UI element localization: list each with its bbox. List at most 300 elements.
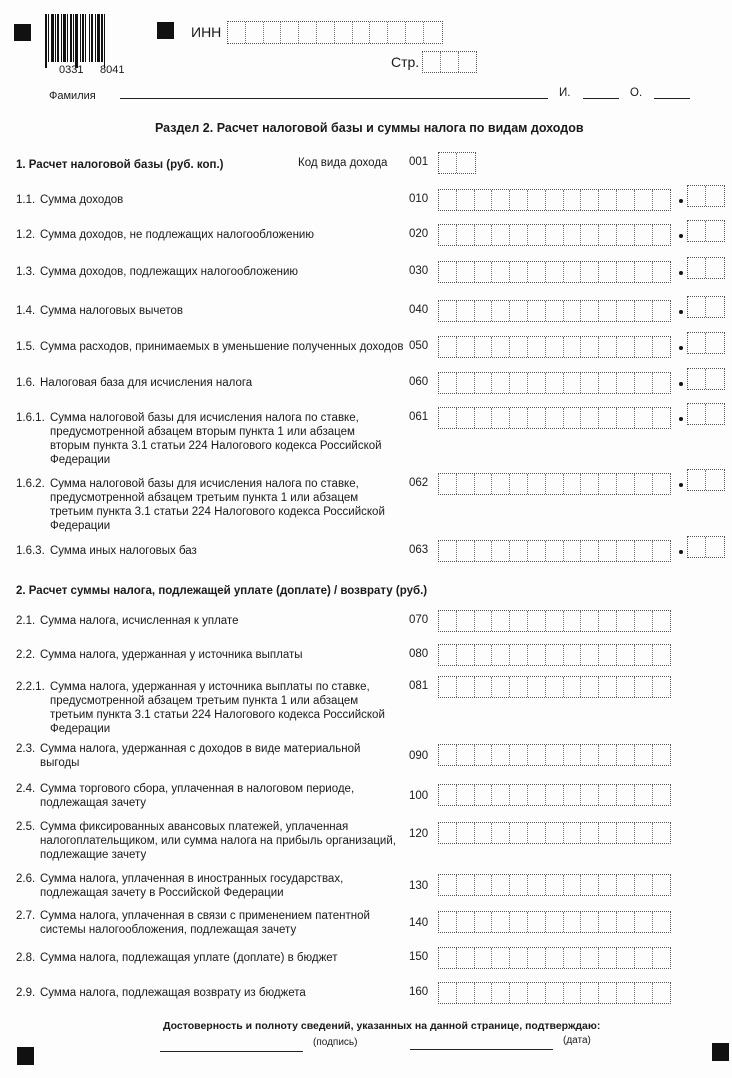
digit-cell[interactable]	[653, 262, 671, 282]
digit-cell[interactable]	[599, 190, 617, 210]
digit-cell[interactable]	[581, 875, 599, 895]
amount-field-140[interactable]	[438, 911, 671, 933]
digit-cell[interactable]	[492, 225, 510, 245]
digit-cell[interactable]	[653, 645, 671, 665]
digit-cell[interactable]	[706, 537, 724, 557]
kopecks-field-061[interactable]	[687, 403, 725, 425]
digit-cell[interactable]	[424, 22, 442, 43]
digit-cell[interactable]	[457, 337, 475, 357]
digit-cell[interactable]	[492, 912, 510, 932]
digit-cell[interactable]	[599, 677, 617, 697]
amount-field-062[interactable]	[438, 473, 671, 495]
digit-cell[interactable]	[528, 373, 546, 393]
initial-i-input-line[interactable]	[583, 98, 619, 99]
digit-cell[interactable]	[439, 823, 457, 843]
digit-cell[interactable]	[546, 645, 564, 665]
digit-cell[interactable]	[706, 369, 724, 389]
digit-cell[interactable]	[439, 645, 457, 665]
digit-cell[interactable]	[653, 912, 671, 932]
digit-cell[interactable]	[688, 333, 706, 353]
digit-cell[interactable]	[706, 221, 724, 241]
digit-cell[interactable]	[617, 983, 635, 1003]
digit-cell[interactable]	[617, 745, 635, 765]
digit-cell[interactable]	[617, 408, 635, 428]
digit-cell[interactable]	[546, 912, 564, 932]
digit-cell[interactable]	[457, 645, 475, 665]
digit-cell[interactable]	[475, 225, 493, 245]
digit-cell[interactable]	[617, 262, 635, 282]
digit-cell[interactable]	[528, 225, 546, 245]
digit-cell[interactable]	[617, 225, 635, 245]
digit-cell[interactable]	[653, 373, 671, 393]
digit-cell[interactable]	[617, 190, 635, 210]
digit-cell[interactable]	[617, 823, 635, 843]
amount-field-150[interactable]	[438, 947, 671, 969]
digit-cell[interactable]	[510, 337, 528, 357]
digit-cell[interactable]	[581, 611, 599, 631]
digit-cell[interactable]	[510, 745, 528, 765]
digit-cell[interactable]	[335, 22, 353, 43]
digit-cell[interactable]	[475, 611, 493, 631]
digit-cell[interactable]	[617, 948, 635, 968]
digit-cell[interactable]	[706, 404, 724, 424]
digit-cell[interactable]	[439, 677, 457, 697]
digit-cell[interactable]	[492, 645, 510, 665]
digit-cell[interactable]	[406, 22, 424, 43]
digit-cell[interactable]	[581, 262, 599, 282]
digit-cell[interactable]	[599, 337, 617, 357]
digit-cell[interactable]	[599, 611, 617, 631]
digit-cell[interactable]	[599, 225, 617, 245]
digit-cell[interactable]	[635, 225, 653, 245]
digit-cell[interactable]	[492, 745, 510, 765]
digit-cell[interactable]	[510, 408, 528, 428]
digit-cell[interactable]	[546, 190, 564, 210]
digit-cell[interactable]	[617, 541, 635, 561]
digit-cell[interactable]	[599, 745, 617, 765]
digit-cell[interactable]	[581, 190, 599, 210]
digit-cell[interactable]	[439, 983, 457, 1003]
digit-cell[interactable]	[457, 373, 475, 393]
digit-cell[interactable]	[688, 186, 706, 206]
digit-cell[interactable]	[581, 408, 599, 428]
digit-cell[interactable]	[546, 785, 564, 805]
digit-cell[interactable]	[706, 470, 724, 490]
digit-cell[interactable]	[546, 262, 564, 282]
digit-cell[interactable]	[653, 611, 671, 631]
digit-cell[interactable]	[635, 408, 653, 428]
amount-field-030[interactable]	[438, 261, 671, 283]
digit-cell[interactable]	[457, 153, 475, 173]
digit-cell[interactable]	[635, 745, 653, 765]
digit-cell[interactable]	[439, 408, 457, 428]
digit-cell[interactable]	[564, 611, 582, 631]
digit-cell[interactable]	[581, 677, 599, 697]
digit-cell[interactable]	[475, 983, 493, 1003]
digit-cell[interactable]	[528, 677, 546, 697]
digit-cell[interactable]	[688, 258, 706, 278]
digit-cell[interactable]	[510, 225, 528, 245]
digit-cell[interactable]	[475, 190, 493, 210]
digit-cell[interactable]	[528, 301, 546, 321]
digit-cell[interactable]	[492, 373, 510, 393]
digit-cell[interactable]	[546, 408, 564, 428]
digit-cell[interactable]	[599, 823, 617, 843]
digit-cell[interactable]	[492, 677, 510, 697]
digit-cell[interactable]	[528, 875, 546, 895]
amount-field-070[interactable]	[438, 610, 671, 632]
digit-cell[interactable]	[546, 745, 564, 765]
digit-cell[interactable]	[528, 541, 546, 561]
amount-field-040[interactable]	[438, 300, 671, 322]
digit-cell[interactable]	[528, 645, 546, 665]
digit-cell[interactable]	[475, 337, 493, 357]
digit-cell[interactable]	[599, 408, 617, 428]
digit-cell[interactable]	[510, 611, 528, 631]
digit-cell[interactable]	[635, 541, 653, 561]
digit-cell[interactable]	[564, 301, 582, 321]
digit-cell[interactable]	[581, 912, 599, 932]
digit-cell[interactable]	[635, 948, 653, 968]
digit-cell[interactable]	[457, 948, 475, 968]
surname-input-line[interactable]	[120, 98, 548, 99]
digit-cell[interactable]	[581, 745, 599, 765]
digit-cell[interactable]	[635, 373, 653, 393]
digit-cell[interactable]	[439, 225, 457, 245]
digit-cell[interactable]	[439, 745, 457, 765]
digit-cell[interactable]	[492, 474, 510, 494]
digit-cell[interactable]	[599, 948, 617, 968]
digit-cell[interactable]	[528, 262, 546, 282]
digit-cell[interactable]	[246, 22, 264, 43]
digit-cell[interactable]	[706, 258, 724, 278]
digit-cell[interactable]	[635, 785, 653, 805]
digit-cell[interactable]	[635, 301, 653, 321]
digit-cell[interactable]	[528, 474, 546, 494]
digit-cell[interactable]	[457, 408, 475, 428]
digit-cell[interactable]	[564, 373, 582, 393]
digit-cell[interactable]	[475, 875, 493, 895]
digit-cell[interactable]	[475, 912, 493, 932]
digit-cell[interactable]	[635, 912, 653, 932]
digit-cell[interactable]	[564, 823, 582, 843]
digit-cell[interactable]	[510, 190, 528, 210]
digit-cell[interactable]	[688, 537, 706, 557]
digit-cell[interactable]	[581, 225, 599, 245]
digit-cell[interactable]	[423, 52, 441, 72]
amount-field-090[interactable]	[438, 744, 671, 766]
digit-cell[interactable]	[635, 611, 653, 631]
digit-cell[interactable]	[599, 301, 617, 321]
digit-cell[interactable]	[457, 785, 475, 805]
digit-cell[interactable]	[492, 408, 510, 428]
digit-cell[interactable]	[457, 745, 475, 765]
amount-field-060[interactable]	[438, 372, 671, 394]
digit-cell[interactable]	[439, 541, 457, 561]
digit-cell[interactable]	[635, 677, 653, 697]
digit-cell[interactable]	[706, 333, 724, 353]
income-code-field[interactable]	[438, 152, 476, 174]
digit-cell[interactable]	[510, 823, 528, 843]
digit-cell[interactable]	[599, 875, 617, 895]
digit-cell[interactable]	[688, 297, 706, 317]
page-number-field[interactable]	[422, 51, 477, 73]
digit-cell[interactable]	[581, 823, 599, 843]
kopecks-field-020[interactable]	[687, 220, 725, 242]
digit-cell[interactable]	[546, 474, 564, 494]
digit-cell[interactable]	[492, 785, 510, 805]
digit-cell[interactable]	[388, 22, 406, 43]
digit-cell[interactable]	[599, 474, 617, 494]
digit-cell[interactable]	[653, 337, 671, 357]
digit-cell[interactable]	[439, 262, 457, 282]
digit-cell[interactable]	[564, 541, 582, 561]
digit-cell[interactable]	[370, 22, 388, 43]
digit-cell[interactable]	[599, 541, 617, 561]
digit-cell[interactable]	[617, 677, 635, 697]
digit-cell[interactable]	[564, 262, 582, 282]
digit-cell[interactable]	[581, 474, 599, 494]
digit-cell[interactable]	[546, 983, 564, 1003]
digit-cell[interactable]	[475, 541, 493, 561]
digit-cell[interactable]	[317, 22, 335, 43]
digit-cell[interactable]	[706, 186, 724, 206]
digit-cell[interactable]	[264, 22, 282, 43]
kopecks-field-063[interactable]	[687, 536, 725, 558]
digit-cell[interactable]	[653, 408, 671, 428]
amount-field-160[interactable]	[438, 982, 671, 1004]
digit-cell[interactable]	[475, 823, 493, 843]
digit-cell[interactable]	[546, 373, 564, 393]
digit-cell[interactable]	[564, 190, 582, 210]
digit-cell[interactable]	[475, 373, 493, 393]
digit-cell[interactable]	[564, 225, 582, 245]
digit-cell[interactable]	[457, 912, 475, 932]
digit-cell[interactable]	[564, 337, 582, 357]
digit-cell[interactable]	[688, 369, 706, 389]
digit-cell[interactable]	[581, 541, 599, 561]
digit-cell[interactable]	[510, 912, 528, 932]
amount-field-120[interactable]	[438, 822, 671, 844]
digit-cell[interactable]	[492, 611, 510, 631]
digit-cell[interactable]	[688, 404, 706, 424]
digit-cell[interactable]	[528, 190, 546, 210]
digit-cell[interactable]	[564, 677, 582, 697]
digit-cell[interactable]	[528, 745, 546, 765]
digit-cell[interactable]	[617, 301, 635, 321]
digit-cell[interactable]	[653, 823, 671, 843]
digit-cell[interactable]	[653, 190, 671, 210]
digit-cell[interactable]	[564, 645, 582, 665]
digit-cell[interactable]	[492, 337, 510, 357]
digit-cell[interactable]	[510, 301, 528, 321]
inn-field[interactable]	[227, 21, 443, 44]
amount-field-061[interactable]	[438, 407, 671, 429]
digit-cell[interactable]	[353, 22, 371, 43]
digit-cell[interactable]	[564, 948, 582, 968]
digit-cell[interactable]	[564, 474, 582, 494]
digit-cell[interactable]	[492, 190, 510, 210]
digit-cell[interactable]	[510, 541, 528, 561]
digit-cell[interactable]	[510, 948, 528, 968]
digit-cell[interactable]	[439, 337, 457, 357]
digit-cell[interactable]	[599, 373, 617, 393]
digit-cell[interactable]	[457, 611, 475, 631]
digit-cell[interactable]	[546, 337, 564, 357]
digit-cell[interactable]	[439, 373, 457, 393]
amount-field-081[interactable]	[438, 676, 671, 698]
digit-cell[interactable]	[599, 645, 617, 665]
digit-cell[interactable]	[635, 823, 653, 843]
digit-cell[interactable]	[439, 474, 457, 494]
digit-cell[interactable]	[581, 645, 599, 665]
kopecks-field-030[interactable]	[687, 257, 725, 279]
digit-cell[interactable]	[510, 785, 528, 805]
digit-cell[interactable]	[457, 262, 475, 282]
amount-field-020[interactable]	[438, 224, 671, 246]
digit-cell[interactable]	[564, 875, 582, 895]
initial-o-input-line[interactable]	[654, 98, 690, 99]
amount-field-130[interactable]	[438, 874, 671, 896]
digit-cell[interactable]	[475, 645, 493, 665]
digit-cell[interactable]	[564, 912, 582, 932]
digit-cell[interactable]	[581, 948, 599, 968]
digit-cell[interactable]	[439, 912, 457, 932]
digit-cell[interactable]	[635, 645, 653, 665]
digit-cell[interactable]	[564, 408, 582, 428]
digit-cell[interactable]	[475, 474, 493, 494]
digit-cell[interactable]	[635, 875, 653, 895]
digit-cell[interactable]	[528, 912, 546, 932]
digit-cell[interactable]	[492, 541, 510, 561]
digit-cell[interactable]	[475, 745, 493, 765]
amount-field-010[interactable]	[438, 189, 671, 211]
digit-cell[interactable]	[492, 983, 510, 1003]
digit-cell[interactable]	[688, 221, 706, 241]
digit-cell[interactable]	[439, 785, 457, 805]
digit-cell[interactable]	[653, 875, 671, 895]
digit-cell[interactable]	[581, 785, 599, 805]
digit-cell[interactable]	[688, 470, 706, 490]
digit-cell[interactable]	[546, 875, 564, 895]
kopecks-field-040[interactable]	[687, 296, 725, 318]
digit-cell[interactable]	[281, 22, 299, 43]
digit-cell[interactable]	[475, 262, 493, 282]
digit-cell[interactable]	[653, 301, 671, 321]
digit-cell[interactable]	[653, 745, 671, 765]
digit-cell[interactable]	[635, 337, 653, 357]
amount-field-080[interactable]	[438, 644, 671, 666]
digit-cell[interactable]	[528, 785, 546, 805]
digit-cell[interactable]	[528, 337, 546, 357]
digit-cell[interactable]	[617, 474, 635, 494]
digit-cell[interactable]	[439, 153, 457, 173]
digit-cell[interactable]	[528, 983, 546, 1003]
digit-cell[interactable]	[492, 262, 510, 282]
digit-cell[interactable]	[457, 875, 475, 895]
digit-cell[interactable]	[581, 337, 599, 357]
digit-cell[interactable]	[510, 262, 528, 282]
digit-cell[interactable]	[510, 983, 528, 1003]
digit-cell[interactable]	[510, 677, 528, 697]
digit-cell[interactable]	[546, 541, 564, 561]
digit-cell[interactable]	[439, 301, 457, 321]
digit-cell[interactable]	[528, 823, 546, 843]
digit-cell[interactable]	[617, 912, 635, 932]
digit-cell[interactable]	[475, 785, 493, 805]
digit-cell[interactable]	[475, 301, 493, 321]
digit-cell[interactable]	[653, 948, 671, 968]
date-input-line[interactable]	[410, 1049, 553, 1050]
digit-cell[interactable]	[564, 745, 582, 765]
digit-cell[interactable]	[475, 948, 493, 968]
digit-cell[interactable]	[475, 677, 493, 697]
kopecks-field-062[interactable]	[687, 469, 725, 491]
digit-cell[interactable]	[475, 408, 493, 428]
digit-cell[interactable]	[457, 301, 475, 321]
digit-cell[interactable]	[459, 52, 477, 72]
digit-cell[interactable]	[457, 474, 475, 494]
digit-cell[interactable]	[457, 983, 475, 1003]
digit-cell[interactable]	[546, 677, 564, 697]
digit-cell[interactable]	[653, 474, 671, 494]
digit-cell[interactable]	[617, 373, 635, 393]
digit-cell[interactable]	[528, 611, 546, 631]
digit-cell[interactable]	[510, 474, 528, 494]
digit-cell[interactable]	[441, 52, 459, 72]
digit-cell[interactable]	[546, 823, 564, 843]
digit-cell[interactable]	[492, 823, 510, 843]
digit-cell[interactable]	[564, 983, 582, 1003]
digit-cell[interactable]	[617, 785, 635, 805]
digit-cell[interactable]	[510, 875, 528, 895]
digit-cell[interactable]	[457, 823, 475, 843]
digit-cell[interactable]	[653, 677, 671, 697]
digit-cell[interactable]	[581, 301, 599, 321]
digit-cell[interactable]	[299, 22, 317, 43]
digit-cell[interactable]	[653, 785, 671, 805]
digit-cell[interactable]	[599, 262, 617, 282]
digit-cell[interactable]	[599, 912, 617, 932]
amount-field-100[interactable]	[438, 784, 671, 806]
digit-cell[interactable]	[546, 301, 564, 321]
kopecks-field-060[interactable]	[687, 368, 725, 390]
digit-cell[interactable]	[492, 875, 510, 895]
digit-cell[interactable]	[635, 190, 653, 210]
digit-cell[interactable]	[546, 948, 564, 968]
digit-cell[interactable]	[439, 190, 457, 210]
digit-cell[interactable]	[617, 337, 635, 357]
digit-cell[interactable]	[599, 785, 617, 805]
amount-field-063[interactable]	[438, 540, 671, 562]
digit-cell[interactable]	[546, 225, 564, 245]
digit-cell[interactable]	[439, 875, 457, 895]
digit-cell[interactable]	[564, 785, 582, 805]
digit-cell[interactable]	[653, 983, 671, 1003]
digit-cell[interactable]	[635, 983, 653, 1003]
digit-cell[interactable]	[581, 983, 599, 1003]
kopecks-field-010[interactable]	[687, 185, 725, 207]
kopecks-field-050[interactable]	[687, 332, 725, 354]
digit-cell[interactable]	[492, 948, 510, 968]
digit-cell[interactable]	[706, 297, 724, 317]
digit-cell[interactable]	[546, 611, 564, 631]
digit-cell[interactable]	[653, 541, 671, 561]
digit-cell[interactable]	[457, 190, 475, 210]
digit-cell[interactable]	[528, 408, 546, 428]
digit-cell[interactable]	[635, 474, 653, 494]
digit-cell[interactable]	[653, 225, 671, 245]
